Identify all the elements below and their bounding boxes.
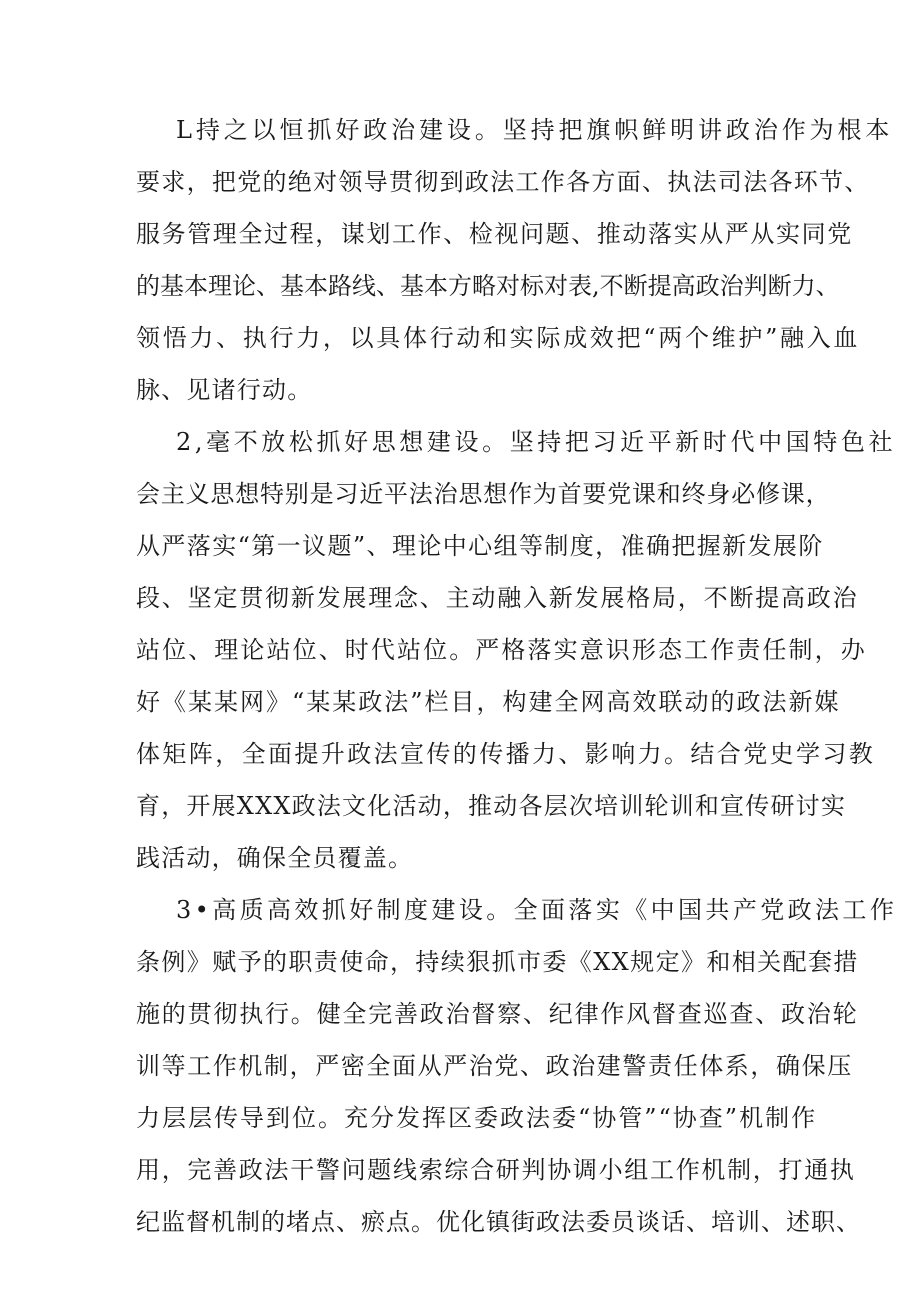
- text-line: 施的贯彻执行。健全完善政治督察、纪律作风督查巡查、政治轮: [136, 1000, 859, 1028]
- text-line: 好《某某网》“某某政法”栏目，构建全网高效联动的政法新媒: [136, 688, 841, 716]
- text-line: 领悟力、执行力，以具体行动和实际成效把“两个维护”融入血: [136, 324, 861, 352]
- text-line: 育，开展XXX政法文化活动，推动各层次培训轮训和宣传研讨实: [136, 792, 847, 820]
- text-line: 从严落实“第一议题”、理论中心组等制度，准确把握新发展阶: [136, 532, 824, 560]
- text-line: 力层层传导到位。充分发挥区委政法委“协管”“协查”机制作: [136, 1104, 818, 1132]
- text-line: L持之以恒抓好政治建设。坚持把旗帜鲜明讲政治作为根本: [176, 116, 894, 144]
- text-line: 段、坚定贯彻新发展理念、主动融入新发展格局，不断提高政治: [136, 584, 859, 612]
- text-line: 的基本理论、基本路线、基本方略对标对表,不断提高政治判断力、: [136, 272, 840, 300]
- text-line: 2,毫不放松抓好思想建设。坚持把习近平新时代中国特色社: [176, 428, 897, 456]
- text-line: 践活动，确保全员覆盖。: [136, 844, 414, 872]
- text-line: 3•高质高效抓好制度建设。全面落实《中国共产党政法工作: [176, 896, 898, 924]
- text-line: 体矩阵，全面提升政法宣传的传播力、影响力。结合党史学习教: [136, 740, 876, 768]
- text-line: 脉、见诸行动。: [136, 376, 313, 404]
- text-line: 会主义思想特别是习近平法治思想作为首要党课和终身必修课，: [136, 480, 831, 508]
- text-line: 条例》赋予的职责使命，持续狠抓市委《XX规定》和相关配套措: [136, 948, 859, 976]
- text-line: 站位、理论站位、时代站位。严格落实意识形态工作责任制，办: [136, 636, 867, 664]
- text-line: 服务管理全过程，谋划工作、检视问题、推动落实从严从实同党: [136, 220, 853, 248]
- text-line: 用，完善政法干警问题线索综合研判协调小组工作机制，打通执: [136, 1156, 856, 1184]
- text-line: 纪监督机制的堵点、瘀点。优化镇街政法委员谈话、培训、述职、: [136, 1208, 861, 1236]
- text-line: 训等工作机制，严密全面从严治党、政治建警责任体系，确保压: [136, 1052, 853, 1080]
- text-line: 要求，把党的绝对领导贯彻到政法工作各方面、执法司法各环节、: [136, 168, 870, 196]
